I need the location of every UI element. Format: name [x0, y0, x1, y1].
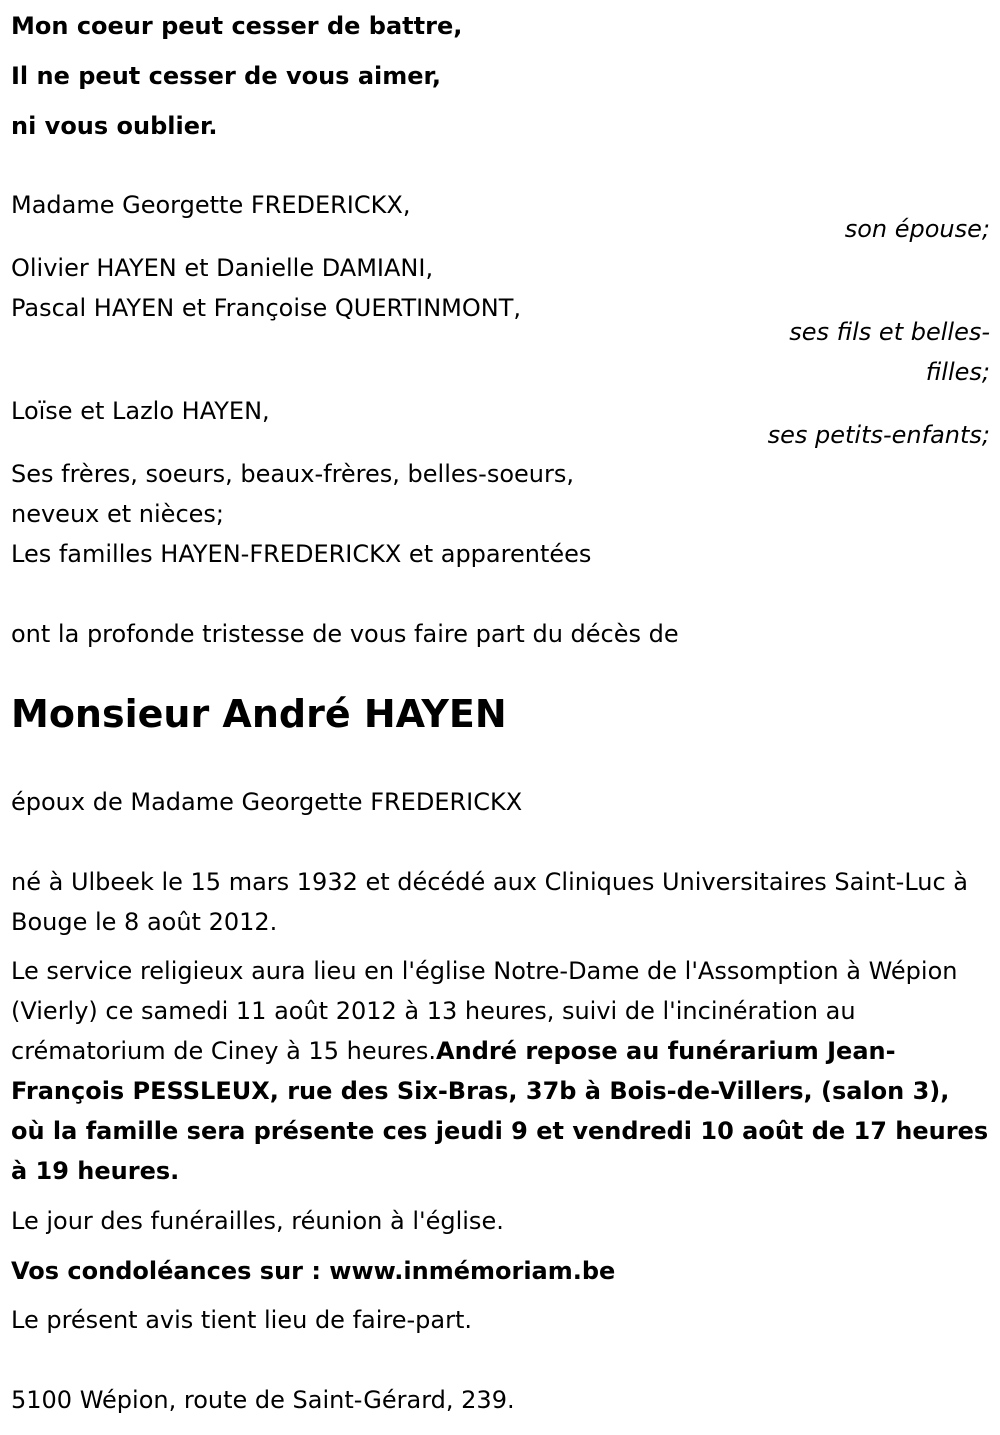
sons-role-line-2: filles;	[925, 358, 990, 386]
funeral-day-text: Le jour des funérailles, réunion à l'église.	[11, 1207, 504, 1235]
deceased-name: Monsieur André HAYEN	[11, 692, 507, 736]
epitaph-line-2: Il ne peut cesser de vous aimer,	[11, 62, 441, 90]
spouse-of-text: époux de Madame Georgette FREDERICKX	[11, 788, 523, 816]
epitaph-line-1: Mon coeur peut cesser de battre,	[11, 12, 463, 40]
sons-line-1: Olivier HAYEN et Danielle DAMIANI,	[11, 254, 434, 282]
sons-role-line-1: ses fils et belles-	[789, 318, 990, 346]
condolences-text: Vos condoléances sur : www.inmémoriam.be	[11, 1257, 616, 1285]
address-text: 5100 Wépion, route de Saint-Gérard, 239.	[11, 1386, 515, 1414]
relatives-line-3: Les familles HAYEN-FREDERICKX et apparentées	[11, 540, 592, 568]
epitaph-line-3: ni vous oublier.	[11, 112, 218, 140]
grandchildren-role: ses petits-enfants;	[767, 421, 990, 449]
notice-text: Le présent avis tient lieu de faire-part.	[11, 1306, 473, 1334]
service-bold-text: André repose au funérarium Jean-François PESSLEUX, rue des Six-Bras, 37b à Bois-de-Villers, (salon 3), où la famille sera présente ces jeudi 9 et vendredi 10 août de 17 heures à 19 heures.	[11, 1037, 989, 1185]
spouse-role: son épouse;	[844, 215, 990, 243]
spouse-line: Madame Georgette FREDERICKX,	[11, 191, 411, 219]
relatives-line-2: neveux et nièces;	[11, 500, 224, 528]
birth-death-text: né à Ulbeek le 15 mars 1932 et décédé aux Cliniques Universitaires Saint-Luc à Bouge le 8 août 2012.	[11, 868, 969, 936]
service-text: Le service religieux aura lieu en l'église Notre-Dame de l'Assomption à Wépion (Vierly) ce samedi 11 août 2012 à 13 heures, suivi de l'incinération au crématorium de Ciney à 15 heures.	[11, 957, 958, 1065]
grandchildren-line: Loïse et Lazlo HAYEN,	[11, 397, 270, 425]
announcement-text: ont la profonde tristesse de vous faire part du décès de	[11, 620, 679, 648]
sons-line-2: Pascal HAYEN et Françoise QUERTINMONT,	[11, 294, 521, 322]
relatives-line-1: Ses frères, soeurs, beaux-frères, belles-soeurs,	[11, 460, 574, 488]
service-paragraph	[11, 951, 989, 1191]
